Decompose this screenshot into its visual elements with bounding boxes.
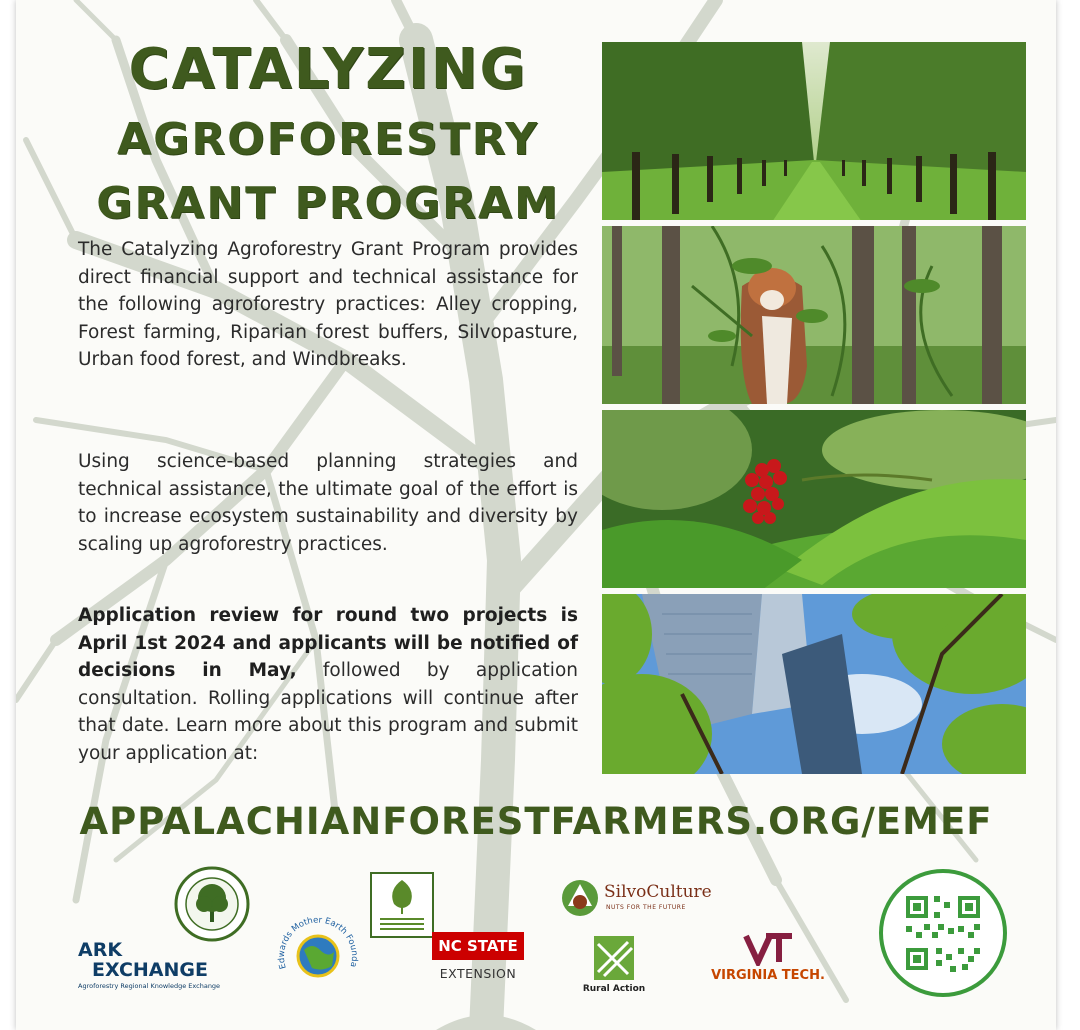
silvoculture-tagline: NUTS FOR THE FUTURE xyxy=(606,904,686,911)
seal-tree-logo xyxy=(174,866,250,942)
appalachian-sustainable-development-logo xyxy=(370,872,434,938)
title-line-2: AGROFORESTRY xyxy=(117,114,539,165)
application-info xyxy=(78,602,578,767)
ark-name-line2: EXCHANGE xyxy=(92,959,208,981)
nc-state-name: NC STATE xyxy=(432,932,524,960)
qr-code[interactable] xyxy=(878,868,1008,998)
program-description: The Catalyzing Agroforestry Grant Program provides direct financial support and technical assistance for the following agroforestry practices: Alley cropping, Forest farming, Riparian forest buffers, Silvopasture, Urban food forest, and Windbreaks. xyxy=(78,239,578,370)
rural-action-icon xyxy=(582,936,646,984)
rural-action-logo xyxy=(582,936,646,1000)
ark-exchange-logo xyxy=(78,940,228,1000)
orchard-alley-photo xyxy=(602,42,1026,220)
title-line-1: CATALYZING xyxy=(128,37,528,102)
silvoculture-nut-icon xyxy=(558,876,602,920)
virginia-tech-logo xyxy=(708,932,828,992)
silvopasture-cow-photo xyxy=(602,226,1026,404)
ark-name-line1: ARK xyxy=(78,939,123,961)
ginseng-berries-photo xyxy=(602,410,1026,588)
application-deadline: Application review for round two projects is April 1st 2024 and applicants will be notified of decisions in May, xyxy=(78,605,578,681)
program-url[interactable]: APPALACHIANFORESTFARMERS.ORG/EMEF xyxy=(79,800,993,843)
vt-monogram-icon xyxy=(708,932,828,966)
virginia-tech-name: VIRGINIA TECH. xyxy=(711,968,825,983)
application-details: followed by application consultation. Rolling applications will continue after that date. Learn more about this program and submit your application at: xyxy=(78,660,578,764)
nc-state-extension-logo xyxy=(432,932,524,992)
program-goal: Using science-based planning strategies and technical assistance, the ultimate goal of the effort is to increase ecosystem sustainability and diversity by scaling up agroforestry practices. xyxy=(78,451,578,555)
emef-name: Edwards Mother Earth Founda xyxy=(276,915,360,970)
silvoculture-logo xyxy=(558,876,728,920)
urban-forest-photo xyxy=(602,594,1026,774)
silvoculture-name: SilvoCulture xyxy=(604,882,712,902)
emef-logo xyxy=(272,906,364,998)
nc-state-extension: EXTENSION xyxy=(439,966,517,981)
title-line-3: GRANT PROGRAM xyxy=(96,178,560,229)
rural-action-name: Rural Action xyxy=(582,984,646,994)
ark-subtitle: Agroforestry Regional Knowledge Exchange xyxy=(78,982,221,990)
grant-flyer xyxy=(16,0,1056,1030)
